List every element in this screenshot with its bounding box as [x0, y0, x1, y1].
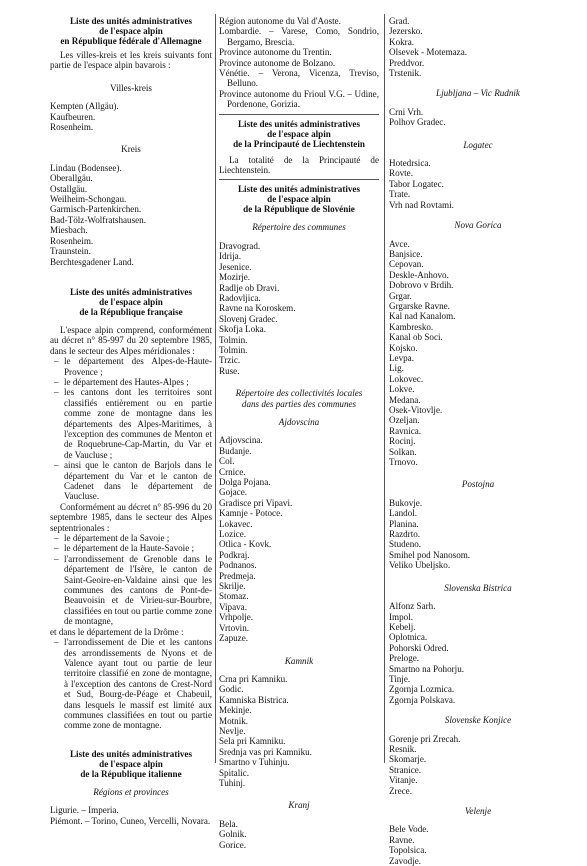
list-item: Tolmin. — [219, 344, 248, 355]
list-item: Vénétie. – Verona, Vicenza, Treviso, Belluno. — [219, 68, 379, 89]
list-item: Oberallgäu. — [50, 173, 93, 184]
list-item: Smartno v Tuhinju. — [219, 757, 290, 768]
list-item: Resnik. — [389, 743, 417, 754]
italy-heading: Liste des unités administratives de l'espace alpin de la République italienne — [69, 748, 192, 779]
list-item: Vrhpolje. — [219, 612, 254, 623]
list-item: Kambresko. — [389, 321, 434, 332]
list-item: Stomaz. — [219, 591, 249, 602]
list-item: Trzic. — [219, 355, 241, 366]
list-item: Crni Vrh. — [389, 106, 424, 117]
list-item: Kamniska Bistrica. — [219, 694, 289, 705]
list-item: Trstenik. — [389, 68, 422, 79]
list-item: Topolsica. — [389, 845, 427, 856]
dash-list-item: – les cantons dont les territoires sont classifiés entièrement ou en partie comme zone de montagne dans les départements des Alpes-Maritimes, à l'exception des communes de Menton et de Roquebrune-Cap-Martin, du Var et de Vaucluse ; — [50, 387, 212, 460]
section-rule — [219, 114, 379, 115]
list-item: Cepovan. — [389, 259, 424, 270]
slovenia-heading: Liste des unités administratives de l'espace alpin de la République de Slovénie — [237, 184, 360, 215]
list-item: Kebelj. — [389, 621, 416, 632]
list-item: Dobrovo v Brdih. — [389, 280, 454, 291]
list-item: Lozice. — [219, 529, 247, 540]
list-item: Oplotnica. — [389, 632, 428, 643]
list-item: Motnik. — [219, 715, 249, 726]
list-item: Kojsko. — [389, 342, 418, 353]
list-item: Landol. — [389, 508, 418, 519]
list-item: Ostallgäu. — [50, 183, 88, 194]
list-item: Hotedrsica. — [389, 158, 431, 169]
liechtenstein-text: La totalité de la Principauté de Liechtenstein. — [219, 154, 379, 176]
list-item: Osek-Vitovlje. — [389, 405, 443, 415]
list-item: Vrtovin. — [219, 622, 250, 633]
list-item: Col. — [219, 456, 235, 467]
list-item: Skomarje. — [389, 754, 427, 765]
list-item: Rosenheim. — [50, 235, 94, 246]
list-item: Slovenj Gradec. — [219, 313, 278, 324]
list-item: Kal nad Kanalom. — [389, 311, 456, 322]
list-item: Predmeja. — [219, 570, 256, 581]
list-item: Vrh nad Rovtami. — [389, 199, 454, 210]
list-item: Stranice. — [389, 764, 422, 775]
list-item: Sela pri Kamniku. — [219, 736, 286, 747]
list-item: Ravne na Koroskem. — [219, 303, 296, 314]
list-item: Ravnica. — [389, 425, 422, 436]
list-item: Alfonz Sarh. — [389, 601, 436, 612]
france-para-1: L'espace alpin comprend, conformément au décret n° 85-997 du 20 septembre 1985, dans le secteur des Alpes méridionales : — [50, 324, 212, 356]
list-item: Lombardie. – Varese, Como, Sondrio, Bergamo, Brescia. — [219, 26, 379, 47]
dash-list-item: – le département des Hautes-Alpes ; — [50, 377, 212, 387]
list-item: Dolga Pojana. — [219, 477, 271, 487]
column-rule-left — [215, 14, 216, 763]
list-item: Garmisch-Partenkirchen. — [50, 204, 142, 215]
list-item: Solkan. — [389, 446, 417, 457]
list-item: Gradisce pri Vipavi. — [219, 497, 293, 508]
list-item: Tinje. — [389, 673, 411, 684]
list-item: Idrija. — [219, 251, 241, 262]
kamnik-list — [219, 674, 379, 788]
list-item: Nevlje. — [219, 725, 246, 736]
italy-list-continued — [219, 16, 379, 110]
list-item: Podkraj. — [219, 549, 250, 560]
dash-list-item: – le département des Alpes-de-Haute-Provence ; — [50, 356, 212, 377]
italy-subheading: Régions et provinces — [93, 786, 169, 797]
communes-list — [219, 241, 379, 376]
list-item: Kempten (Allgäu). — [50, 101, 119, 112]
dash-list-item: – ainsi que le canton de Barjols dans le département du Var et le canton de Cadenet dans le département de Vaucluse. — [50, 460, 212, 502]
list-item: Otlica - Kovk. — [219, 539, 272, 550]
column-1 — [50, 16, 212, 826]
slovenske-konjice-title: Slovenske Konjice — [444, 715, 512, 726]
list-item: Mekinje. — [219, 705, 252, 716]
list-item: Kokra. — [389, 36, 414, 47]
column-rule-right — [384, 14, 385, 763]
list-item: Budanje. — [219, 445, 252, 456]
list-item: Godic. — [219, 684, 244, 695]
list-item: Rosenheim. — [50, 122, 94, 133]
list-item: Vitanje. — [389, 775, 418, 786]
list-item: Kanal ob Soci. — [389, 332, 443, 343]
list-item: Podnanos. — [219, 560, 257, 571]
villes-kreis-title: Villes-kreis — [110, 82, 152, 93]
list-item: Levpa. — [389, 352, 414, 363]
france-para-2: Conformément au décret n° 85-996 du 20 septembre 1985, dans le secteur des Alpes septentrionales : — [50, 501, 212, 533]
nova-gorica-title: Nova Gorica — [454, 220, 502, 231]
list-item: Vipava. — [219, 601, 247, 612]
list-item: Ravne. — [389, 834, 415, 845]
rep-collectivites-title: Répertoire des collectivités locales dans des parties des communes — [235, 388, 363, 409]
germany-intro: Les villes-kreis et les kreis suivants font partie de l'espace alpin bavarois : — [50, 50, 212, 71]
list-item: Ligurie. – Imperia. — [50, 805, 119, 816]
list-item: Zavodje. — [389, 855, 422, 866]
list-item: Trnovo. — [389, 457, 418, 468]
ljubljana-list — [389, 107, 567, 128]
list-item: Gojace. — [219, 487, 248, 498]
list-item: Miesbach. — [50, 225, 88, 236]
list-item: Tuhinj. — [219, 777, 246, 788]
list-item: Province autonome du Trentin. — [219, 47, 332, 58]
list-item: Crna pri Kamniku. — [219, 673, 288, 684]
list-item: Province autonome du Frioul V.G. – Udine, Pordenone, Gorizia. — [219, 88, 379, 110]
france-para-3: et dans le département de la Drôme : — [50, 626, 184, 637]
list-item: Smihel pod Nanosom. — [389, 549, 471, 560]
list-item: Bad-Tölz-Wolfratshausen. — [50, 214, 146, 225]
list-item: Preloge. — [389, 653, 420, 664]
list-item: Deskle-Anhovo. — [389, 269, 449, 280]
logatec-title: Logatec — [463, 139, 493, 150]
list-item: Jesenice. — [219, 261, 252, 272]
list-item: Medana. — [389, 394, 421, 405]
slovenske-konjice-list — [389, 734, 567, 796]
list-item: Radlje ob Dravi. — [219, 282, 280, 293]
slovenska-bistrica-title: Slovenska Bistrica — [444, 582, 512, 593]
list-item: Golnik. — [219, 829, 247, 840]
list-item: Kamnje - Potoce. — [219, 508, 283, 519]
dash-list-item: – l'arrondissement de Grenoble dans le département de l'Isère, le canton de Saint-Geoire-en-Valdaine ainsi que les communes des cantons de Pont-de-Beauvoisin et de Virieu-sur-Bourbre, classifiées en tout ou partie comme zone de montagne, — [50, 554, 212, 627]
list-item: Lokve. — [389, 384, 415, 395]
list-item: Zrece. — [389, 785, 412, 796]
list-item: Lokavec. — [219, 518, 253, 529]
logatec-list — [389, 158, 567, 210]
list-item: Veliko Ubeljsko. — [389, 560, 451, 571]
villes-kreis-list — [50, 101, 212, 132]
list-item: Rocinj. — [389, 436, 416, 447]
list-item: Bukovje. — [389, 497, 423, 508]
list-item: Lokovec. — [389, 373, 424, 384]
kreis-title: Kreis — [121, 144, 141, 155]
list-item: Kaufbeuren. — [50, 111, 96, 122]
velenje-list — [389, 824, 567, 866]
ajdovscina-title: Ajdovscina — [278, 416, 320, 427]
list-item: Province autonome de Bolzano. — [219, 57, 336, 68]
dash-list-item: – le département de la Haute-Savoie ; — [50, 543, 212, 553]
list-item: Lig. — [389, 363, 404, 374]
list-item: Olsevek - Motemaza. — [389, 47, 468, 58]
ajdovscina-list — [219, 435, 379, 643]
kreis-list — [50, 163, 212, 267]
list-item: Pohorski Odred. — [389, 642, 449, 653]
nova-gorica-list — [389, 239, 567, 468]
list-item: Piémont. – Torino, Cuneo, Vercelli, Novara. — [50, 815, 211, 826]
france-heading: Liste des unités administratives de l'espace alpin de la République française — [69, 286, 192, 317]
postojna-list — [389, 498, 567, 571]
liechtenstein-heading: Liste des unités administratives de l'espace alpin de la Principauté de Liechtenstein — [233, 118, 365, 149]
list-item: Banjsice. — [389, 248, 423, 259]
dash-list-item: – le département de la Savoie ; — [50, 533, 212, 543]
kranj-title: Kranj — [288, 800, 310, 811]
list-item: Lindau (Bodensee). — [50, 162, 122, 173]
dash-list-item: – l'arrondissement de Die et les cantons des arrondissements de Nyons et de Valence ayant tout ou partie de leur territoire classifié en zone de montagne, à l'exception des cantons de Crest-Nord et Sud, Bourg-de-Péage et Chabeuil, dans lesquels le massif est limité aux communes classifiées en tout ou partie comme zone de montagne. — [50, 637, 212, 731]
list-item: Planina. — [389, 518, 419, 529]
list-item: Impol. — [389, 611, 413, 622]
list-item: Adjovscina. — [219, 435, 263, 446]
list-item: Grgarske Ravne. — [389, 300, 450, 311]
list-item: Srednja vas pri Kamniku. — [219, 746, 312, 757]
list-item: Studeno. — [389, 539, 422, 550]
list-item: Zapuze. — [219, 633, 249, 644]
column-3 — [389, 16, 567, 866]
list-item: Zgornja Lozmica. — [389, 684, 455, 695]
list-item: Berchtesgadener Land. — [50, 256, 134, 267]
list-item: Grgar. — [389, 290, 412, 301]
postojna-title: Postojna — [461, 479, 495, 490]
slovenska-bistrica-list — [389, 601, 567, 705]
list-item: Bela. — [219, 818, 238, 829]
list-item: Ruse. — [219, 365, 240, 376]
kranj-list-continued — [389, 16, 567, 78]
list-item: Rovte. — [389, 168, 413, 179]
list-item: Avce. — [389, 238, 410, 249]
list-item: Spitalic. — [219, 767, 250, 778]
rep-communes-title: Répertoire des communes — [252, 222, 346, 233]
list-item: Radovljica. — [219, 292, 261, 303]
list-item: Polhov Gradec. — [389, 117, 446, 128]
germany-heading: Liste des unités administratives de l'espace alpin en République fédérale d'Allemagne — [60, 16, 202, 46]
velenje-title: Velenje — [464, 806, 492, 816]
list-item: Jezersko. — [389, 26, 423, 37]
list-item: Weilheim-Schongau. — [50, 194, 127, 205]
list-item: Ozeljan. — [389, 415, 420, 426]
list-item: Grad. — [389, 16, 410, 26]
list-item: Tabor Logatec. — [389, 178, 444, 189]
list-item: Skofja Loka. — [219, 324, 266, 335]
list-item: Région autonome du Val d'Aoste. — [219, 16, 341, 26]
list-item: Dravograd. — [219, 240, 261, 251]
list-item: Smartno na Pohorju. — [389, 663, 465, 674]
kamnik-title: Kamnik — [284, 655, 314, 666]
list-item: Bele Vode. — [389, 824, 429, 835]
list-item: Skrilje. — [219, 581, 246, 592]
list-item: Tolmin. — [219, 334, 248, 345]
list-item: Trate. — [389, 189, 411, 200]
list-item: Gorice. — [219, 839, 247, 850]
column-2 — [219, 16, 379, 850]
france-list-2 — [50, 533, 212, 627]
list-item: Traunstein. — [50, 246, 91, 257]
italy-list — [50, 805, 212, 826]
ljubljana-title: Ljubljana – Vic Rudnik — [436, 88, 520, 99]
list-item: Gorenje pri Zrecah. — [389, 733, 461, 744]
list-item: Razdrto. — [389, 529, 421, 540]
list-item: Crnice. — [219, 466, 246, 477]
list-item: Mozirje. — [219, 272, 251, 283]
kranj-list — [219, 819, 379, 850]
section-rule — [219, 179, 379, 180]
list-item: Zgornja Polskava. — [389, 694, 456, 705]
list-item: Preddvor. — [389, 57, 425, 68]
france-list-3 — [50, 637, 212, 731]
france-list-1 — [50, 356, 212, 502]
